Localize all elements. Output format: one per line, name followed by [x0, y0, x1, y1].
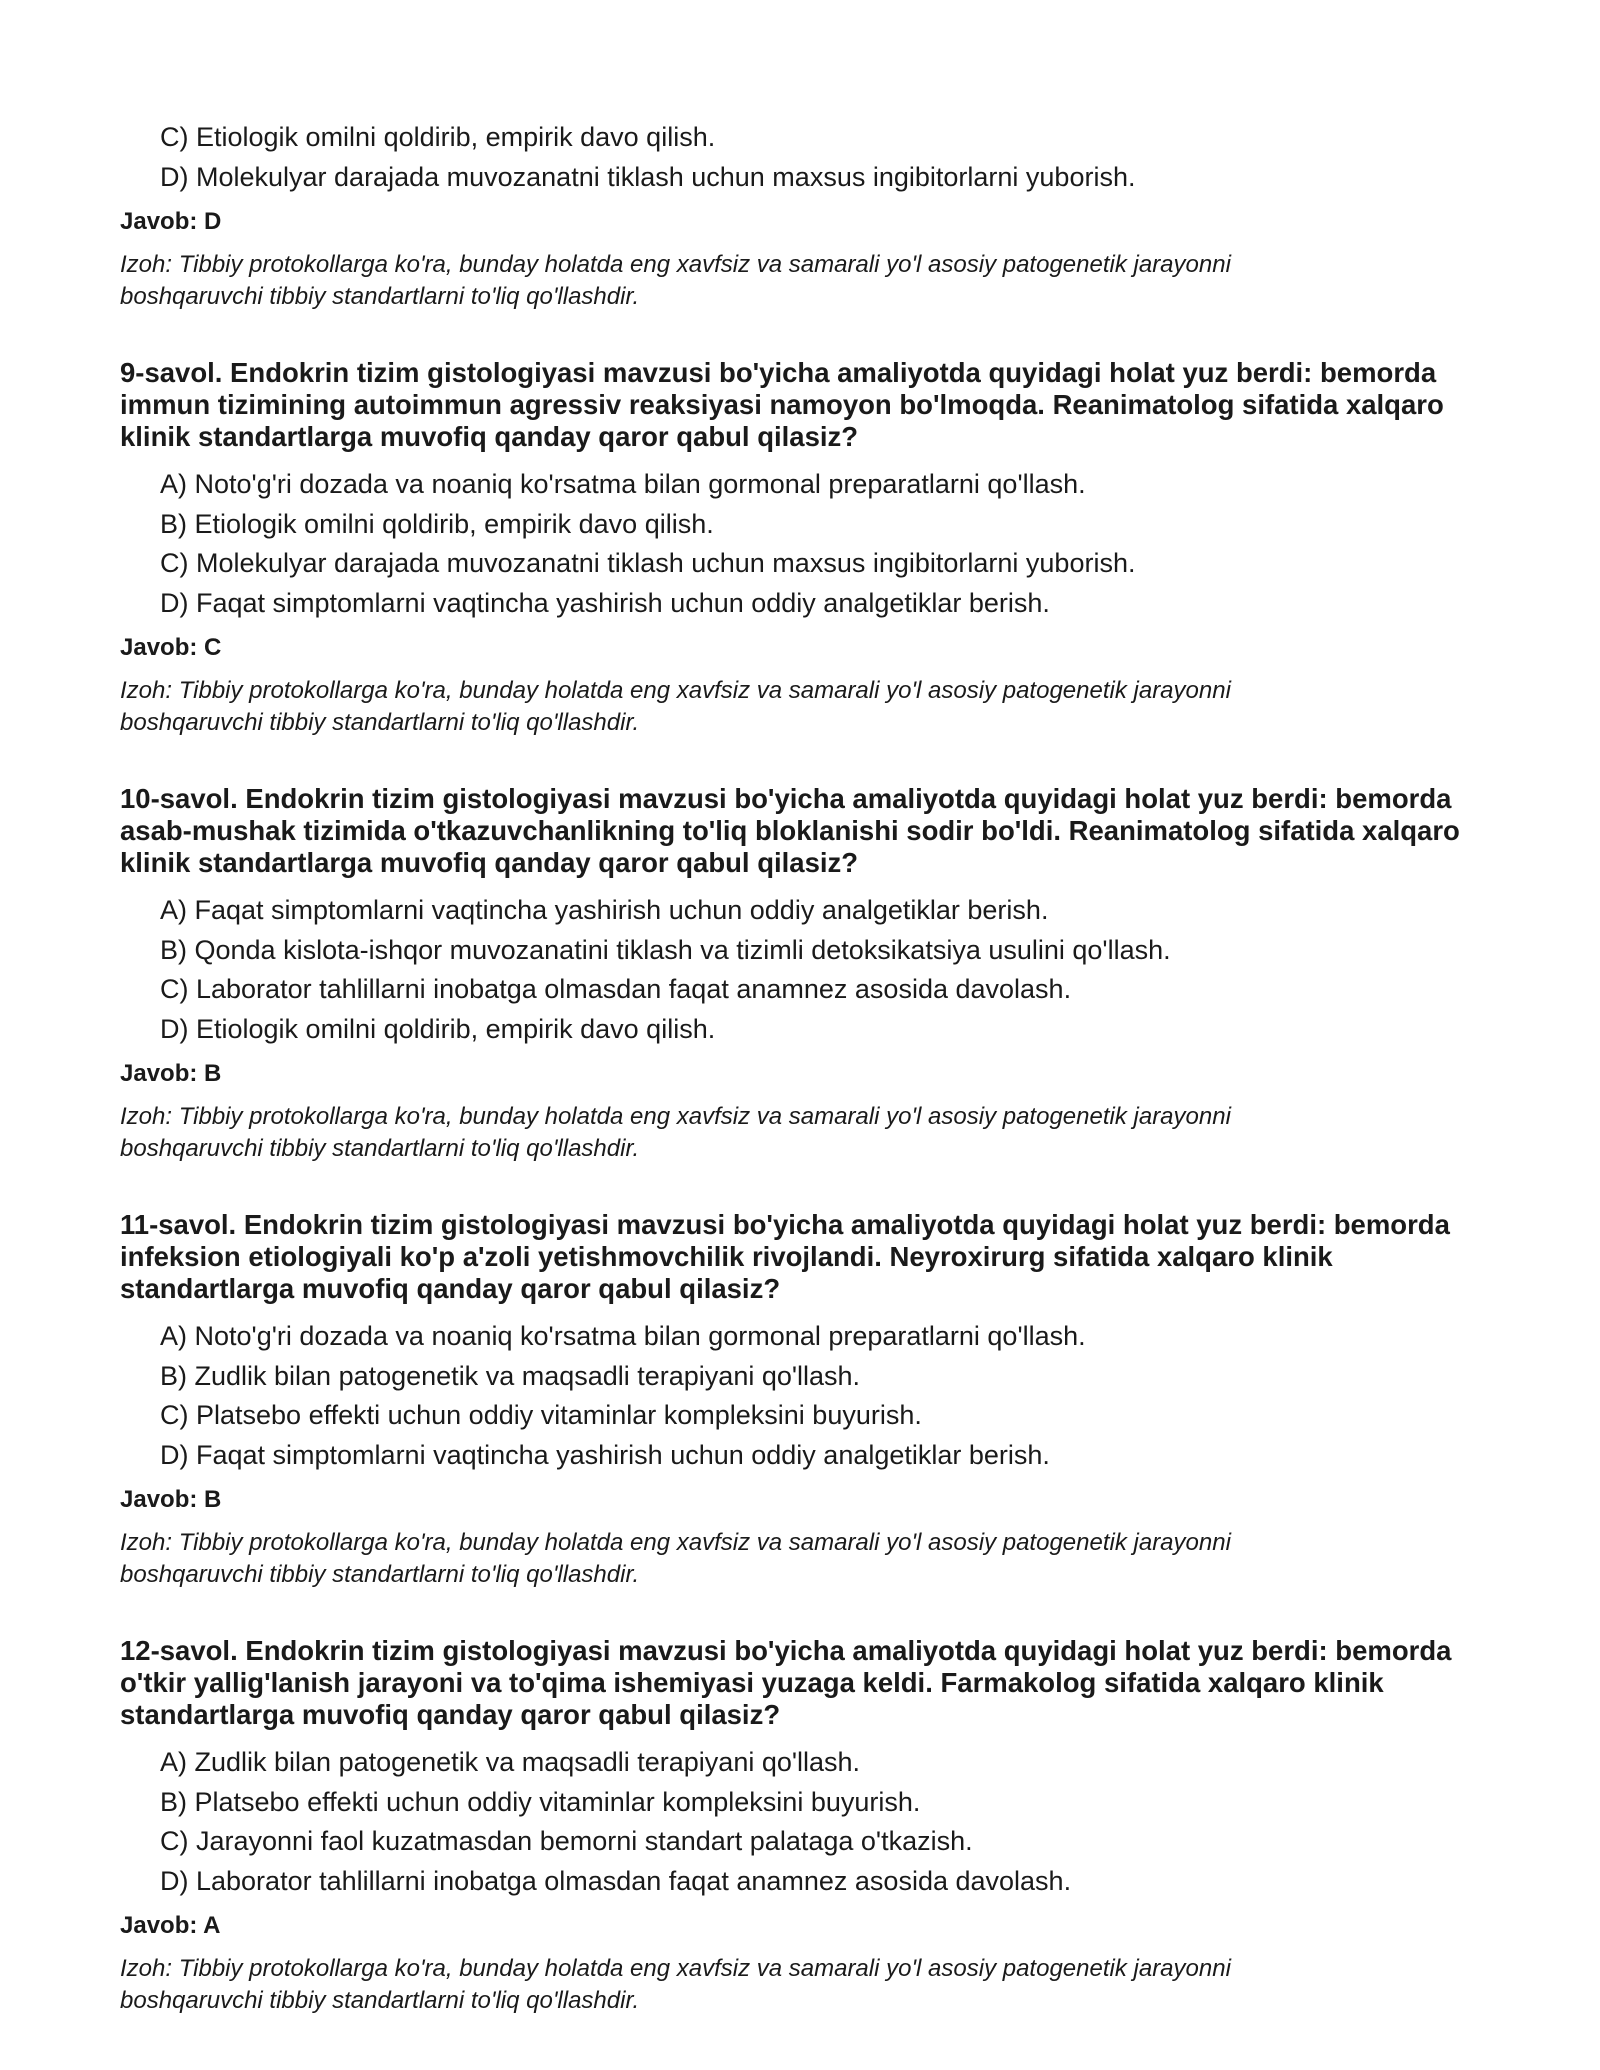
explanation: Izoh: Tibbiy protokollarga ko'ra, bunday holatda eng xavfsiz va samarali yo'l asosiy patogenetik jarayonni boshqaruvchi tibbiy standartlarni to'liq qo'llashdir.: [120, 1529, 1231, 1588]
explanation: Izoh: Tibbiy protokollarga ko'ra, bunday holatda eng xavfsiz va samarali yo'l asosiy patogenetik jarayonni boshqaruvchi tibbiy standartlarni to'liq qo'llashdir.: [120, 1103, 1231, 1162]
option-c: C) Laborator tahlillarni inobatga olmasdan faqat anamnez asosida davolash.: [160, 974, 1072, 1004]
option-a: A) Noto'g'ri dozada va noaniq ko'rsatma bilan gormonal preparatlarni qo'llash.: [160, 469, 1086, 499]
option-c: C) Jarayonni faol kuzatmasdan bemorni standart palataga o'tkazish.: [160, 1826, 973, 1856]
answer: Javob: B: [120, 1060, 222, 1087]
option-a: A) Noto'g'ri dozada va noaniq ko'rsatma bilan gormonal preparatlarni qo'llash.: [160, 1321, 1086, 1351]
question-title: 12-savol. Endokrin tizim gistologiyasi mavzusi bo'yicha amaliyotda quyidagi holat yuz berdi: bemorda o'tkir yallig'lanish jarayoni va to'qima ishemiyasi yuzaga keldi. Farmakolog sifatida xalqaro klinik standartlarga muvofiq qanday qaror qabul qilasiz?: [120, 1635, 1452, 1730]
question-12: [120, 1635, 1470, 2017]
explanation: Izoh: Tibbiy protokollarga ko'ra, bunday holatda eng xavfsiz va samarali yo'l asosiy patogenetik jarayonni boshqaruvchi tibbiy standartlarni to'liq qo'llashdir.: [120, 1955, 1231, 2014]
option-d: D) Faqat simptomlarni vaqtincha yashirish uchun oddiy analgetiklar berish.: [160, 1439, 1050, 1470]
option-b: B) Etiologik omilni qoldirib, empirik davo qilish.: [160, 508, 714, 539]
option-d: D) Molekulyar darajada muvozanatni tiklash uchun maxsus ingibitorlarni yuborish.: [160, 161, 1136, 192]
option-d: D) Laborator tahlillarni inobatga olmasdan faqat anamnez asosida davolash.: [160, 1865, 1072, 1896]
option-d: D) Faqat simptomlarni vaqtincha yashirish uchun oddiy analgetiklar berish.: [160, 587, 1050, 618]
question-title: 11-savol. Endokrin tizim gistologiyasi mavzusi bo'yicha amaliyotda quyidagi holat yuz berdi: bemorda infeksion etiologiyali ko'p a'zoli yetishmovchilik rivojlandi. Neyroxirurg sifatida xalqaro klinik standartlarga muvofiq qanday qaror qabul qilasiz?: [120, 1209, 1450, 1304]
answer: Javob: B: [120, 1486, 222, 1513]
question-title: 9-savol. Endokrin tizim gistologiyasi mavzusi bo'yicha amaliyotda quyidagi holat yuz berdi: bemorda immun tizimining autoimmun agressiv reaksiyasi namoyon bo'lmoqda. Reanimatolog sifatida xalqaro klinik standartlarga muvofiq qanday qaror qabul qilasiz?: [120, 357, 1444, 452]
option-c: C) Etiologik omilni qoldirib, empirik davo qilish.: [160, 122, 716, 152]
explanation: Izoh: Tibbiy protokollarga ko'ra, bunday holatda eng xavfsiz va samarali yo'l asosiy patogenetik jarayonni boshqaruvchi tibbiy standartlarni to'liq qo'llashdir.: [120, 251, 1231, 310]
answer: Javob: C: [120, 634, 222, 661]
option-c: C) Molekulyar darajada muvozanatni tiklash uchun maxsus ingibitorlarni yuborish.: [160, 548, 1136, 578]
option-a: A) Faqat simptomlarni vaqtincha yashirish uchun oddiy analgetiklar berish.: [160, 895, 1049, 925]
option-d: D) Etiologik omilni qoldirib, empirik davo qilish.: [160, 1013, 716, 1044]
question-8-partial: [120, 118, 1470, 313]
option-b: B) Qonda kislota-ishqor muvozanatini tiklash va tizimli detoksikatsiya usulini qo'llash.: [160, 934, 1171, 965]
question-9: [120, 357, 1470, 739]
option-c: C) Platsebo effekti uchun oddiy vitaminlar kompleksini buyurish.: [160, 1400, 922, 1430]
question-10: [120, 783, 1470, 1165]
question-11: [120, 1209, 1470, 1591]
option-b: B) Platsebo effekti uchun oddiy vitaminlar kompleksini buyurish.: [160, 1786, 921, 1817]
option-a: A) Zudlik bilan patogenetik va maqsadli terapiyani qo'llash.: [160, 1747, 861, 1777]
explanation: Izoh: Tibbiy protokollarga ko'ra, bunday holatda eng xavfsiz va samarali yo'l asosiy patogenetik jarayonni boshqaruvchi tibbiy standartlarni to'liq qo'llashdir.: [120, 677, 1231, 736]
option-b: B) Zudlik bilan patogenetik va maqsadli terapiyani qo'llash.: [160, 1360, 861, 1391]
document-page: [120, 118, 1470, 2017]
answer: Javob: A: [120, 1912, 221, 1939]
answer: Javob: D: [120, 208, 222, 235]
question-title: 10-savol. Endokrin tizim gistologiyasi mavzusi bo'yicha amaliyotda quyidagi holat yuz berdi: bemorda asab-mushak tizimida o'tkazuvchanlikning to'liq bloklanishi sodir bo'ldi. Reanimatolog sifatida xalqaro klinik standartlarga muvofiq qanday qaror qabul qilasiz?: [120, 783, 1460, 878]
